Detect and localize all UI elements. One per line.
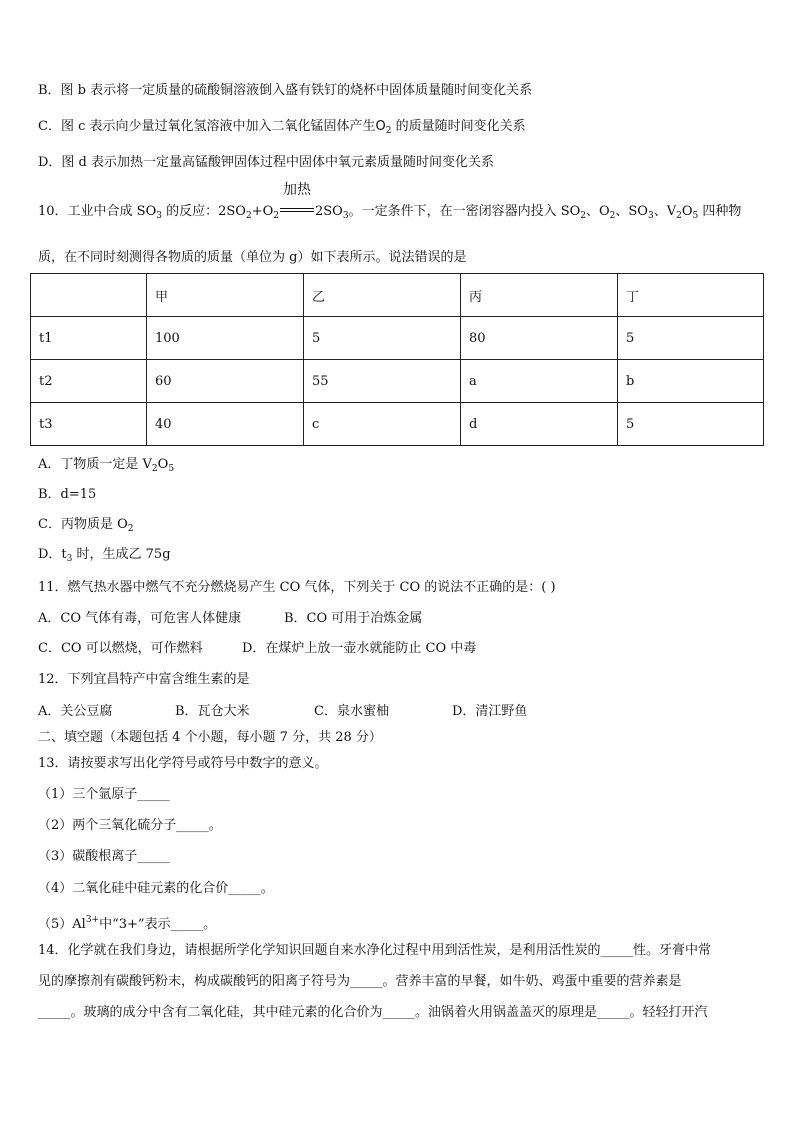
q10-sub: 2 <box>580 211 586 221</box>
q13-item-5-sup: 3+ <box>85 915 100 925</box>
table-cell: t3 <box>31 403 147 446</box>
q9-option-c-post: 的质量随时间变化关系 <box>391 119 526 134</box>
q13-item-5 <box>38 911 216 934</box>
table-header-cell <box>31 274 147 317</box>
q10-text: 、O <box>586 204 610 219</box>
table-cell: b <box>618 360 764 403</box>
q12-stem: 12．下列宜昌特产中富含维生素的是 <box>38 672 250 687</box>
q11-options-row1 <box>38 610 422 628</box>
table-row <box>31 403 764 446</box>
q10-option-a-sub: 2 <box>151 464 158 474</box>
q11-option-a: A．CO 气体有毒，可危害人体健康 <box>38 611 242 626</box>
table-cell: c <box>304 403 461 446</box>
q11-option-d: D．在煤炉上放一壶水就能防止 CO 中毒 <box>242 641 477 656</box>
q14-line-2: 见的摩擦剂有碳酸钙粉末，构成碳酸钙的阳离子符号为_____。营养丰富的早餐，如牛奶、鸡蛋中重要的营养素是 <box>38 974 682 989</box>
q10-sub: 3 <box>647 211 654 221</box>
q13-item-1: （1）三个氩原子_____ <box>38 787 170 802</box>
q10-stem-line1 <box>38 182 742 225</box>
table-row <box>31 317 764 360</box>
table-header-row <box>31 274 764 317</box>
q10-text: +O <box>251 204 274 219</box>
q11-option-b: B．CO 可用于冶炼金属 <box>284 611 423 626</box>
q10-option-d <box>38 546 171 568</box>
q10-stem-line2: 质，在不同时刻测得各物质的质量（单位为 g）如下表所示。说法错误的是 <box>38 250 467 265</box>
table-cell: 5 <box>304 317 461 360</box>
table-cell: 40 <box>147 403 304 446</box>
q10-sub: 2 <box>609 211 616 221</box>
table-header-cell: 丙 <box>461 274 618 317</box>
q12-options <box>38 703 527 721</box>
q10-text: 四种物 <box>698 204 742 219</box>
q12-option-c: C．泉水蜜柚 <box>314 704 389 719</box>
table-cell: t2 <box>31 360 147 403</box>
q10-sub: 2 <box>273 211 279 221</box>
table-cell: 5 <box>618 317 764 360</box>
q10-option-d-text: D．t <box>38 547 67 562</box>
q13-item-5-text: （5）Al <box>38 917 86 932</box>
q13-item-5-text: 中“3+”表示_____。 <box>99 917 217 932</box>
q10-option-c-text: C．丙物质是 O <box>38 517 128 532</box>
q13-item-4: （4）二氧化硅中硅元素的化合价_____。 <box>38 881 274 896</box>
q10-option-a-sub: 5 <box>168 464 175 474</box>
q10-text: 、SO <box>615 204 648 219</box>
q10-text: 10．工业中合成 SO <box>38 204 157 219</box>
q10-option-d-text: 时，生成乙 75g <box>72 547 171 562</box>
q9-option-c-sub: 2 <box>385 126 392 136</box>
heat-condition-label: 加热 <box>282 182 311 198</box>
section-heading: 二、填空题（本题包括 4 个小题，每小题 7 分，共 28 分） <box>38 730 382 745</box>
q9-option-d: D．图 d 表示加热一定量高锰酸钾固体过程中固体中氧元素质量随时间变化关系 <box>38 155 495 170</box>
q10-option-c-sub: 2 <box>127 524 134 534</box>
q11-stem: 11．燃气热水器中燃气不充分燃烧易产生 CO 气体，下列关于 CO 的说法不正确的是：( ) <box>38 580 556 595</box>
table-header-cell: 丁 <box>618 274 764 317</box>
q10-sub: 2 <box>676 211 682 221</box>
q10-option-a-text: O <box>157 457 169 472</box>
q10-option-a <box>38 456 174 478</box>
q12-option-a: A．关公豆腐 <box>38 704 113 719</box>
q10-sub: 2 <box>245 211 252 221</box>
q10-option-b: B．d=15 <box>38 487 97 502</box>
q12-option-b: B．瓦仓大米 <box>175 704 250 719</box>
q11-options-row2 <box>38 640 476 658</box>
q13-item-2: （2）两个三氧化硫分子_____。 <box>38 818 222 833</box>
q9-option-b: B．图 b 表示将一定质量的硫酸铜溶液倒入盛有铁钉的烧杯中固体质量随时间变化关系 <box>38 83 533 98</box>
table-cell: 80 <box>461 317 618 360</box>
table-cell: 55 <box>304 360 461 403</box>
table-row <box>31 360 764 403</box>
q10-text: 、V <box>653 204 677 219</box>
q11-option-c: C．CO 可以燃烧，可作燃料 <box>38 641 203 656</box>
mass-table <box>30 273 764 446</box>
q14-line-1: 14．化学就在我们身边，请根据所学化学知识回题自来水净化过程中用到活性炭，是利用活性炭的_____性。牙膏中常 <box>38 943 712 958</box>
q13-stem: 13．请按要求写出化学符号或符号中数字的意义。 <box>38 756 328 771</box>
reaction-condition <box>279 182 315 221</box>
q10-sub: 3 <box>342 211 349 221</box>
table-header-cell: 乙 <box>304 274 461 317</box>
q10-text: 的反应：2SO <box>161 204 246 219</box>
table-header-cell: 甲 <box>147 274 304 317</box>
q10-sub: 5 <box>692 211 699 221</box>
q9-option-c <box>38 118 526 140</box>
q10-text: 。一定条件下，在一密闭容器内投入 SO <box>348 204 581 219</box>
q10-option-c <box>38 516 133 538</box>
table-cell: 60 <box>147 360 304 403</box>
equals-double-line <box>280 208 314 212</box>
q12-option-d: D．清江野鱼 <box>452 704 528 719</box>
table-cell: a <box>461 360 618 403</box>
q10-text: 2SO <box>314 204 343 219</box>
q10-option-a-text: A．丁物质一定是 V <box>38 457 152 472</box>
q13-item-3: （3）碳酸根离子_____ <box>38 849 170 864</box>
q9-option-c-text: C．图 c 表示向少量过氧化氢溶液中加入二氧化锰固体产生 <box>38 119 376 134</box>
table-cell: 5 <box>618 403 764 446</box>
q10-text: O <box>681 204 693 219</box>
table-cell: d <box>461 403 618 446</box>
q14-line-3: _____。玻璃的成分中含有二氧化硅，其中硅元素的化合价为_____。油锅着火用锅盖盖灭的原理是_____。轻轻打开汽 <box>38 1005 708 1020</box>
q10-option-d-sub: 3 <box>66 554 73 564</box>
q10-sub: 3 <box>156 211 162 221</box>
table-cell: t1 <box>31 317 147 360</box>
q9-option-c-o: O <box>375 119 386 134</box>
table-cell: 100 <box>147 317 304 360</box>
